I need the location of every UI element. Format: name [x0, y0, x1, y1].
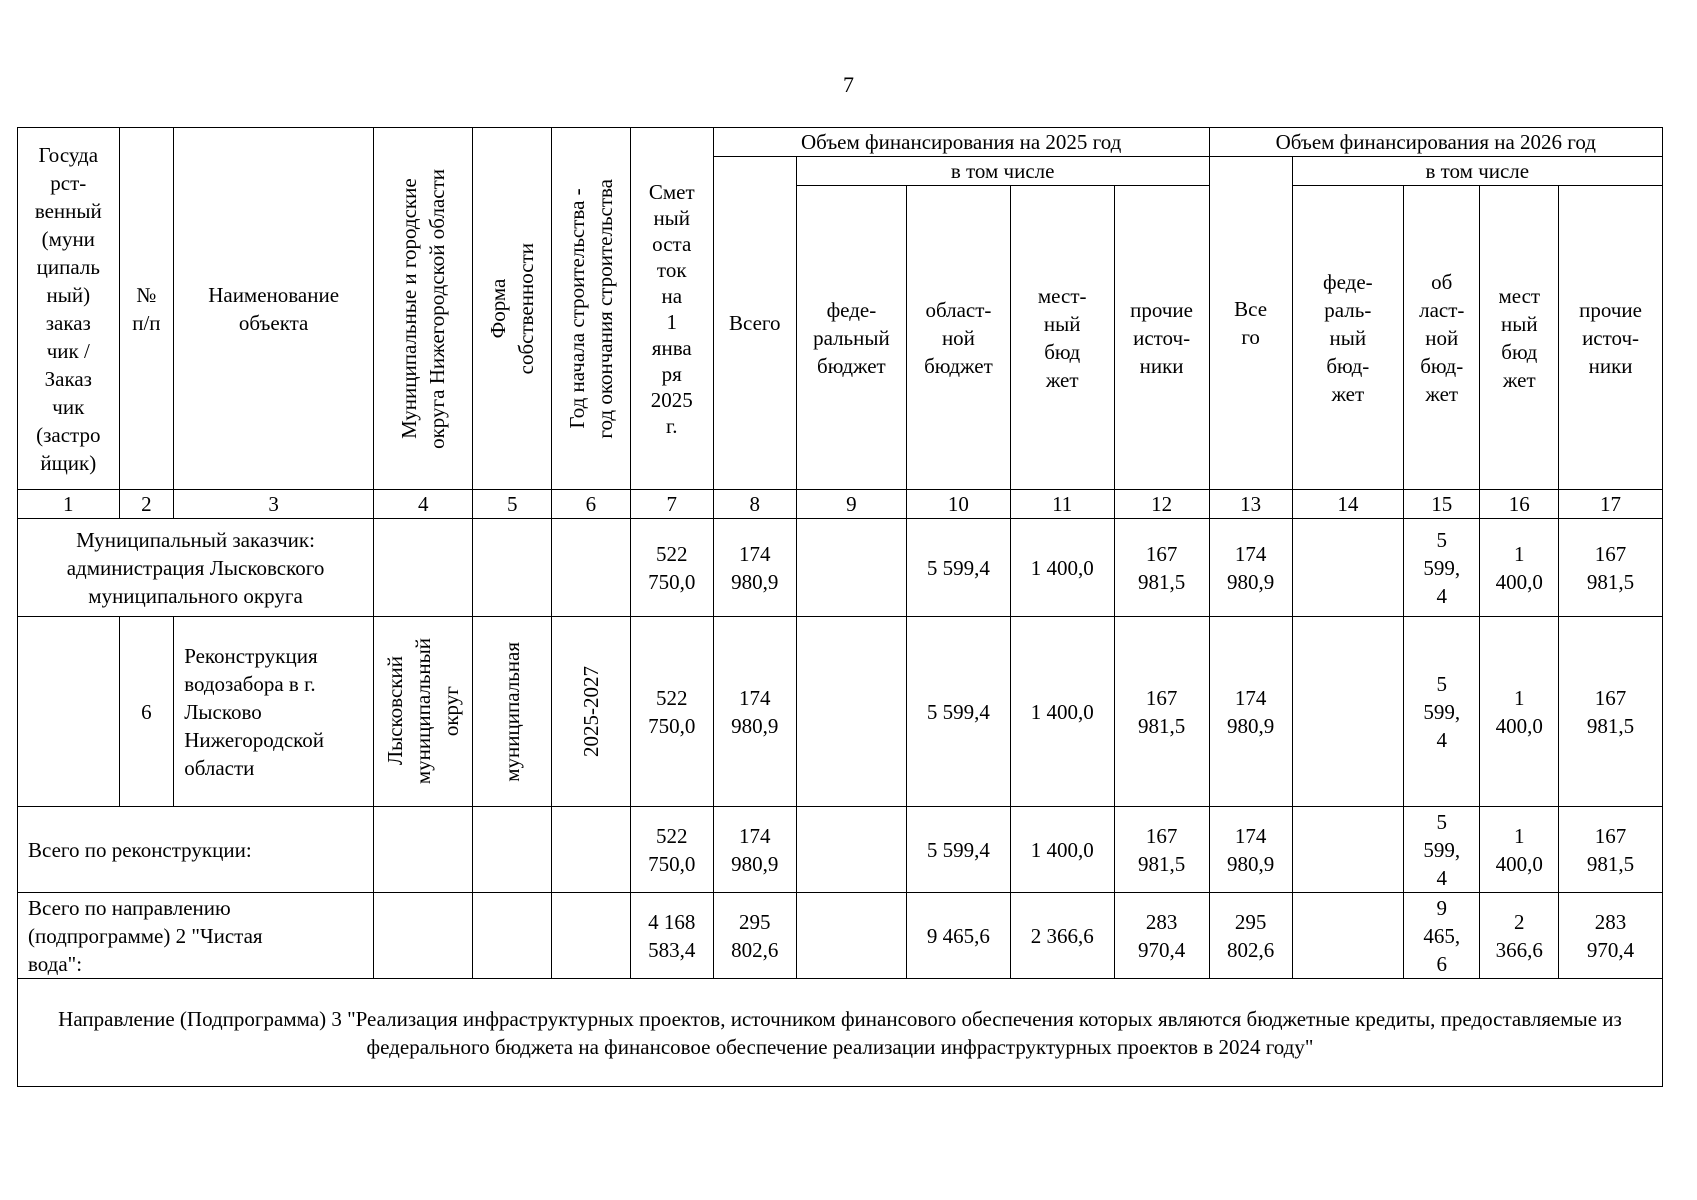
header-years-text: Год начала строительства - год окончания строительства [564, 178, 617, 439]
cell-local-2026: 2 366,6 [1480, 893, 1559, 979]
table-row [18, 617, 1663, 807]
col-num: 10 [907, 490, 1011, 519]
col-num: 7 [630, 490, 713, 519]
cell-local-2025: 2 366,6 [1010, 893, 1114, 979]
customer-label: Муниципальный заказчик: администрация Лысковского муниципального округа [18, 519, 374, 617]
cell-other-2025: 167 981,5 [1114, 807, 1209, 893]
header-local-2026: мест ный бюд жет [1480, 186, 1559, 490]
cell-federal-2026 [1292, 807, 1403, 893]
col-num: 15 [1404, 490, 1480, 519]
table-row [18, 979, 1663, 1087]
table-row [18, 893, 1663, 979]
header-customer: Госуда рст- венный (муни ципаль ный) заказ чик / Заказ чик (застро йщик) [18, 128, 120, 490]
cell-other-2026: 167 981,5 [1559, 807, 1663, 893]
cell-regional-2026: 5 599, 4 [1404, 519, 1480, 617]
header-federal-2026: феде- раль- ный бюд- жет [1292, 186, 1403, 490]
cell-local-2026: 1 400,0 [1480, 807, 1559, 893]
cell-regional-2025: 9 465,6 [907, 893, 1011, 979]
header-municipal-text: Муниципальные и городские округа Нижегородской области [397, 168, 450, 449]
cell-local-2025: 1 400,0 [1010, 519, 1114, 617]
cell-other-2026: 283 970,4 [1559, 893, 1663, 979]
cell-local-2026: 1 400,0 [1480, 617, 1559, 807]
cell-empty [18, 617, 120, 807]
col-num: 3 [174, 490, 374, 519]
cell-federal-2025 [796, 519, 906, 617]
header-row-1 [18, 128, 1663, 157]
cell-remaining: 522 750,0 [630, 617, 713, 807]
cell-other-2026: 167 981,5 [1559, 617, 1663, 807]
cell-local-2026: 1 400,0 [1480, 519, 1559, 617]
col-num: 14 [1292, 490, 1403, 519]
col-num: 8 [713, 490, 796, 519]
cell-total-2026: 174 980,9 [1209, 807, 1292, 893]
header-total-2026: Все го [1209, 157, 1292, 490]
cell-empty [374, 807, 473, 893]
cell-empty [473, 893, 552, 979]
header-ownership-text: Форма собственности [486, 242, 539, 375]
cell-federal-2025 [796, 617, 906, 807]
object-ownership [473, 617, 552, 807]
header-other-2026: прочие источ- ники [1559, 186, 1663, 490]
cell-local-2025: 1 400,0 [1010, 807, 1114, 893]
header-remaining: Смет ный оста ток на 1 янва ря 2025 г. [630, 128, 713, 490]
object-ownership-text: муниципальная [500, 641, 525, 782]
col-num: 1 [18, 490, 120, 519]
cell-regional-2026: 5 599, 4 [1404, 807, 1480, 893]
header-other-2025: прочие источ- ники [1114, 186, 1209, 490]
cell-empty [552, 807, 631, 893]
cell-local-2025: 1 400,0 [1010, 617, 1114, 807]
header-ownership [473, 128, 552, 490]
cell-federal-2026 [1292, 893, 1403, 979]
cell-remaining: 4 168 583,4 [630, 893, 713, 979]
col-num: 5 [473, 490, 552, 519]
cell-total-2025: 174 980,9 [713, 617, 796, 807]
cell-empty [473, 807, 552, 893]
cell-total-2025: 174 980,9 [713, 519, 796, 617]
col-num: 9 [796, 490, 906, 519]
column-numbers-row [18, 490, 1663, 519]
table-row [18, 807, 1663, 893]
cell-regional-2026: 5 599, 4 [1404, 617, 1480, 807]
cell-total-2026: 174 980,9 [1209, 519, 1292, 617]
header-object-name: Наименование объекта [174, 128, 374, 490]
cell-total-2025: 295 802,6 [713, 893, 796, 979]
cell-regional-2025: 5 599,4 [907, 617, 1011, 807]
cell-regional-2025: 5 599,4 [907, 519, 1011, 617]
cell-federal-2026 [1292, 617, 1403, 807]
header-fin-2025: Объем финансирования на 2025 год [713, 128, 1209, 157]
object-num: 6 [119, 617, 174, 807]
cell-empty [552, 893, 631, 979]
cell-other-2025: 167 981,5 [1114, 617, 1209, 807]
col-num: 12 [1114, 490, 1209, 519]
subprogram-note: Направление (Подпрограмма) 3 "Реализация инфраструктурных проектов, источником финансового обеспечения которых являются бюджетные кредиты, предоставляемые из федерального бюджета на финансовое обеспечение реализации инфраструктурных проектов в 2024 году" [18, 979, 1663, 1087]
cell-remaining: 522 750,0 [630, 519, 713, 617]
col-num: 6 [552, 490, 631, 519]
header-num: № п/п [119, 128, 174, 490]
object-name: Реконструкция водозабора в г. Лысково Нижегородской области [174, 617, 374, 807]
cell-other-2025: 283 970,4 [1114, 893, 1209, 979]
object-municipal [374, 617, 473, 807]
reconstruction-total-label: Всего по реконструкции: [18, 807, 374, 893]
header-federal-2025: феде- ральный бюджет [796, 186, 906, 490]
cell-federal-2025 [796, 807, 906, 893]
cell-federal-2026 [1292, 519, 1403, 617]
header-local-2025: мест- ный бюд жет [1010, 186, 1114, 490]
cell-remaining: 522 750,0 [630, 807, 713, 893]
cell-total-2026: 295 802,6 [1209, 893, 1292, 979]
header-municipal [374, 128, 473, 490]
cell-empty [473, 519, 552, 617]
cell-empty [552, 519, 631, 617]
col-num: 17 [1559, 490, 1663, 519]
page-number: 7 [843, 72, 854, 97]
object-years [552, 617, 631, 807]
cell-regional-2026: 9 465, 6 [1404, 893, 1480, 979]
col-num: 16 [1480, 490, 1559, 519]
header-regional-2026: об ласт- ной бюд- жет [1404, 186, 1480, 490]
financing-table [17, 127, 1663, 1087]
header-total-2025: Всего [713, 157, 796, 490]
header-years [552, 128, 631, 490]
cell-other-2026: 167 981,5 [1559, 519, 1663, 617]
col-num: 2 [119, 490, 174, 519]
table-row [18, 519, 1663, 617]
cell-other-2025: 167 981,5 [1114, 519, 1209, 617]
object-municipal-text: Лысковский муниципальный округ [383, 638, 464, 785]
header-regional-2025: област- ной бюджет [907, 186, 1011, 490]
cell-total-2025: 174 980,9 [713, 807, 796, 893]
cell-empty [374, 893, 473, 979]
object-years-text: 2025-2027 [578, 666, 603, 757]
cell-empty [374, 519, 473, 617]
cell-federal-2025 [796, 893, 906, 979]
col-num: 4 [374, 490, 473, 519]
header-including-2026: в том числе [1292, 157, 1662, 186]
header-fin-2026: Объем финансирования на 2026 год [1209, 128, 1662, 157]
col-num: 13 [1209, 490, 1292, 519]
direction-total-label: Всего по направлению (подпрограмме) 2 "Чистая вода": [18, 893, 374, 979]
header-including-2025: в том числе [796, 157, 1209, 186]
cell-total-2026: 174 980,9 [1209, 617, 1292, 807]
cell-regional-2025: 5 599,4 [907, 807, 1011, 893]
col-num: 11 [1010, 490, 1114, 519]
